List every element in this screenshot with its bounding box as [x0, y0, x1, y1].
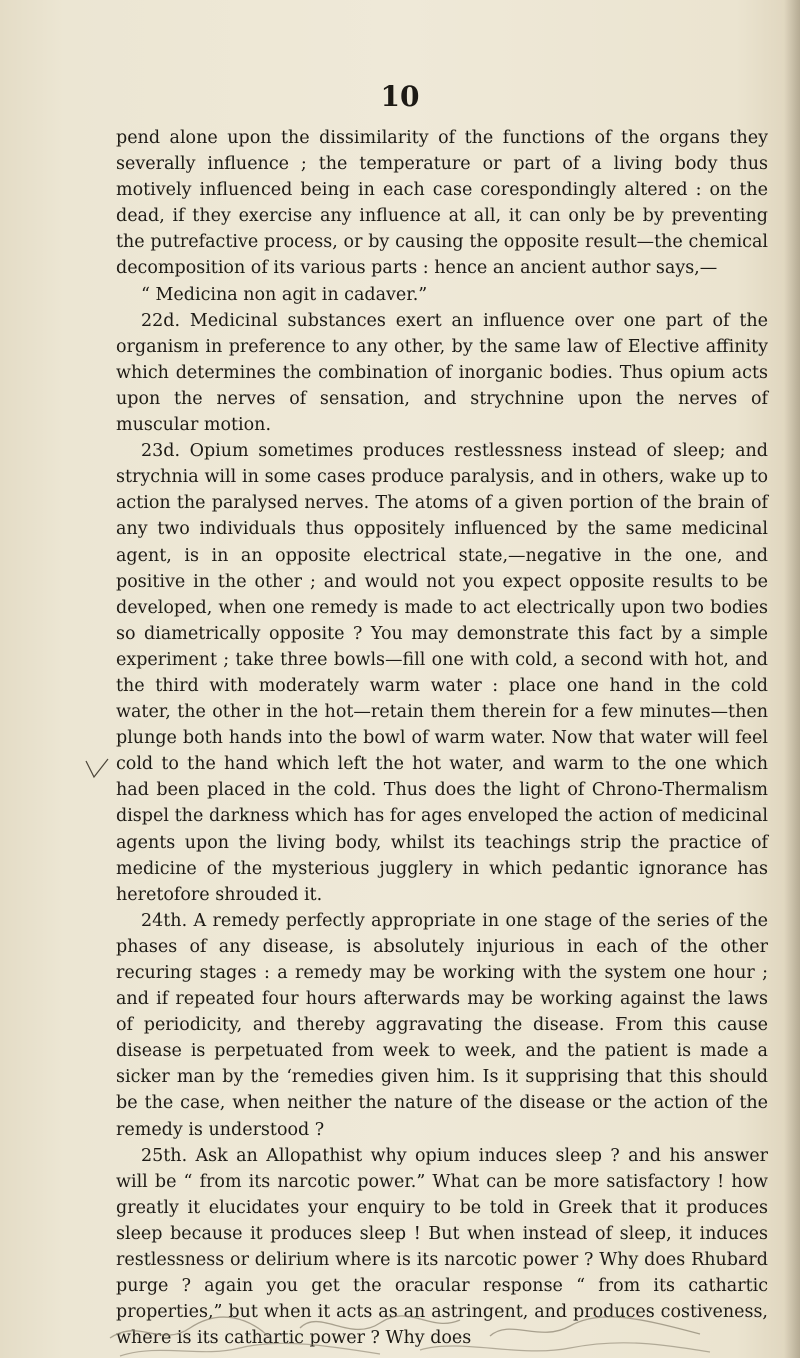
latin-quotation: “ Medicina non agit in cadaver.” — [141, 284, 428, 305]
paragraph-22d: 22d. Medicinal substances exert an influence over one part of the organism in preference to any other, by the same law of Elective affinity which determines the combination of inorganic bodies. Thus opium acts upon the nerves of sensation, and strychnine upon the nerves of muscular motion. — [116, 310, 768, 436]
margin-check-mark — [84, 757, 110, 781]
paragraph-continuation: pend alone upon the dissimilarity of the functions of the organs they severally influence ; the temperature or part of a living body thus motively influenced being in each case corespondingly altered : on the dead, if they exercise any influence at all, it can only be by preventing the putrefactive process, or by causing the opposite result—the chemical decomposition of its various parts : hence an ancient author says,— — [116, 128, 768, 279]
page-edge-shadow — [784, 0, 800, 1358]
page-number: 10 — [380, 80, 420, 113]
paragraph-23d: 23d. Opium sometimes produces restlessness instead of sleep; and strychnia will in some cases produce paralysis, and in others, wake up to action the paralysed nerves. The atoms of a given portion of the brain of any two individuals thus oppositely influenced by the same medicinal agent, is in an opposite electrical state,—negative in the one, and positive in the other ; and would not you expect opposite results to be developed, when one remedy is made to act electrically upon two bodies so diametrically opposite ? You may demonstrate this fact by a simple experiment ; take three bowls—fill one with cold, a second with hot, and the third with moderately warm water : place one hand in the cold water, the other in the hot—retain them therein for a few minutes—then plunge both hands into the bowl of warm water. Now that water will feel cold to the hand which left the hot water, and warm to the one which had been placed in the cold. Thus does the light of Chrono-Thermalism dispel the darkness which has for ages enveloped the action of medicinal agents upon the living body, whilst its teachings strip the practice of medicine of the mysterious jugglery in which pedantic ignorance has heretofore shrouded it. — [116, 441, 768, 905]
paragraph-25th: 25th. Ask an Allopathist why opium induces sleep ? and his answer will be “ from its narcotic power.” What can be more satisfactory ! how greatly it elucidates your enquiry to be told in Greek that it produces sleep because it produces sleep ! But when instead of sleep, it induces restlessness or delirium where is its narcotic power ? Why does Rhubard purge ? again you get the oracular response “ from its cathartic properties,” but when it acts as an astringent, and produces costiveness, where is its cathartic power ? Why does — [116, 1145, 768, 1349]
body-text — [116, 125, 768, 1351]
handwritten-annotation — [100, 1298, 720, 1358]
paragraph-24th: 24th. A remedy perfectly appropriate in one stage of the series of the phases of any disease, is absolutely injurious in each of the other recuring stages : a remedy may be working with the system one hour ; and if repeated four hours afterwards may be working against the laws of periodicity, and thereby aggravating the disease. From this cause disease is perpetuated from week to week, and the patient is made a sicker man by the ‘remedies given him. Is it supprising that this should be the case, when neither the nature of the disease or the action of the remedy is understood ? — [116, 910, 768, 1140]
